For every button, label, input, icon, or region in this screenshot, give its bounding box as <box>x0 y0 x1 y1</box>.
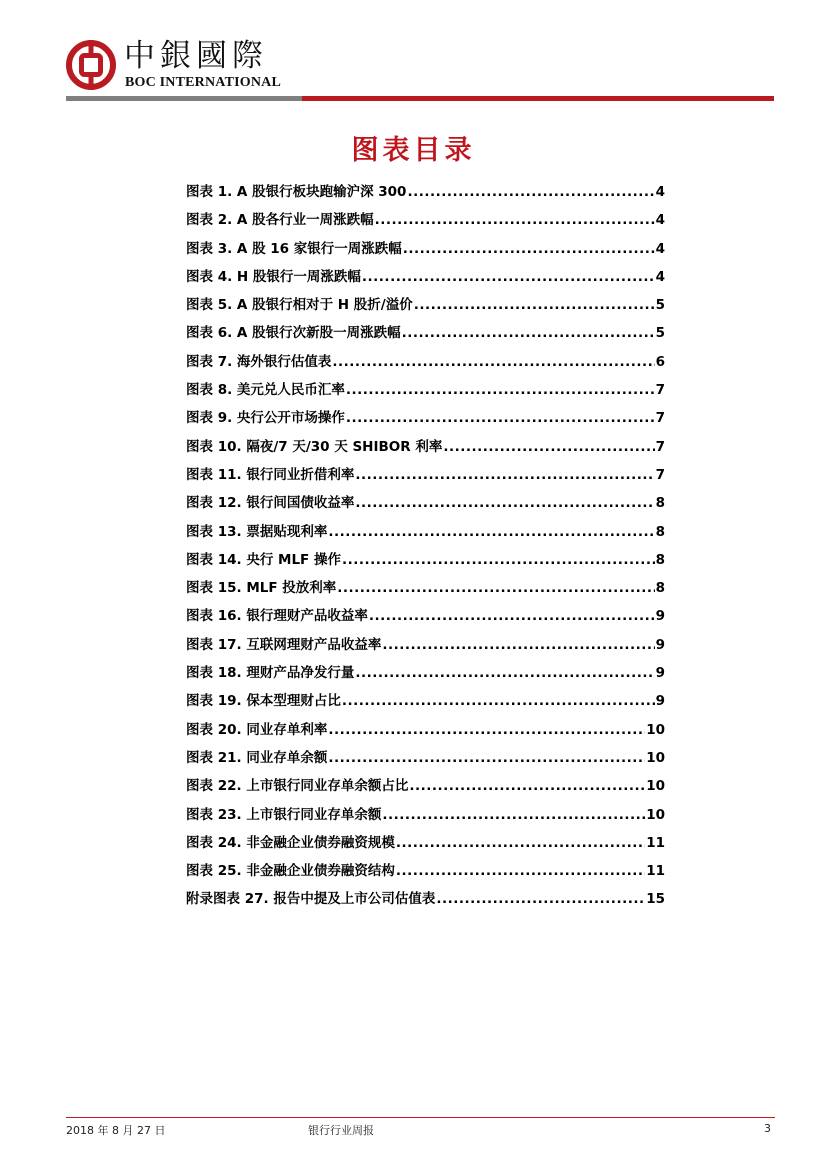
toc-leader-dots <box>436 885 645 913</box>
toc-entry-page: 8 <box>655 523 665 540</box>
boc-international-logo <box>66 38 306 94</box>
toc-entry[interactable] <box>186 404 665 432</box>
toc-entry[interactable] <box>186 659 665 687</box>
toc-leader-dots <box>362 263 655 291</box>
toc-entry-page: 4 <box>655 212 665 229</box>
toc-leader-dots <box>355 659 654 687</box>
header-grey-bar <box>66 96 302 101</box>
toc-entry-label: 图表 2. A 股各行业一周涨跌幅 <box>186 212 374 229</box>
toc-entry-label: 图表 11. 银行同业折借利率 <box>186 466 355 483</box>
toc-entry-page: 9 <box>655 693 665 710</box>
toc-entry-label: 图表 23. 上市银行同业存单余额 <box>186 806 382 823</box>
toc-entry-page: 9 <box>655 665 665 682</box>
toc-leader-dots <box>337 574 654 602</box>
toc-entry-page: 7 <box>655 410 665 427</box>
footer-date: 2018 年 8 月 27 日 <box>66 1124 166 1137</box>
logo-english-text: BOC INTERNATIONAL <box>125 75 281 90</box>
toc-leader-dots <box>328 744 645 772</box>
toc-leader-dots <box>355 461 654 489</box>
toc-entry[interactable] <box>186 801 665 829</box>
toc-entry-page: 10 <box>646 749 665 766</box>
toc-entry[interactable] <box>186 744 665 772</box>
toc-entry-label: 图表 1. A 股银行板块跑输沪深 300 <box>186 184 407 200</box>
toc-entry[interactable] <box>186 319 665 347</box>
toc-entry-label: 图表 20. 同业存单利率 <box>186 721 328 738</box>
toc-entry[interactable] <box>186 829 665 857</box>
toc-leader-dots <box>346 376 655 404</box>
toc-entry[interactable] <box>186 772 665 800</box>
toc-entry-page: 10 <box>646 778 665 795</box>
toc-entry[interactable] <box>186 291 665 319</box>
toc-leader-dots <box>403 235 655 263</box>
toc-entry-page: 7 <box>655 382 665 399</box>
toc-leader-dots <box>346 404 655 432</box>
toc-leader-dots <box>342 546 655 574</box>
toc-entry-page: 10 <box>646 806 665 823</box>
toc-entry-page: 11 <box>646 863 665 880</box>
toc-entry[interactable] <box>186 348 665 376</box>
toc-leader-dots <box>382 801 645 829</box>
toc-entry-page: 8 <box>655 495 665 512</box>
toc-entry[interactable] <box>186 489 665 517</box>
toc-entry-label: 图表 21. 同业存单余额 <box>186 749 328 766</box>
toc-leader-dots <box>396 829 645 857</box>
toc-leader-dots <box>382 631 654 659</box>
toc-entry[interactable] <box>186 857 665 885</box>
toc-entry-label: 图表 5. A 股银行相对于 H 股折/溢价 <box>186 297 413 314</box>
toc-entry-label: 图表 8. 美元兑人民币汇率 <box>186 382 345 399</box>
toc-entry[interactable] <box>186 206 665 234</box>
toc-entry-page: 10 <box>646 721 665 738</box>
footer-divider <box>66 1117 775 1118</box>
header-red-bar <box>302 96 774 101</box>
table-of-figures <box>186 178 665 914</box>
toc-leader-dots <box>409 772 645 800</box>
toc-entry-label: 图表 9. 央行公开市场操作 <box>186 410 345 427</box>
toc-entry[interactable] <box>186 687 665 715</box>
toc-entry-page: 15 <box>646 891 665 908</box>
toc-entry[interactable] <box>186 716 665 744</box>
toc-entry-page: 7 <box>655 466 665 483</box>
toc-entry-page: 5 <box>655 325 665 342</box>
toc-entry-label: 图表 19. 保本型理财占比 <box>186 693 341 710</box>
toc-entry-page: 8 <box>655 580 665 597</box>
toc-entry[interactable] <box>186 433 665 461</box>
toc-entry[interactable] <box>186 235 665 263</box>
toc-entry-label: 图表 4. H 股银行一周涨跌幅 <box>186 268 361 285</box>
toc-leader-dots <box>369 602 655 630</box>
toc-entry-page: 11 <box>646 834 665 851</box>
toc-entry-label: 图表 22. 上市银行同业存单余额占比 <box>186 778 409 795</box>
toc-entry-label: 图表 12. 银行间国债收益率 <box>186 495 355 512</box>
toc-entry[interactable] <box>186 602 665 630</box>
toc-entry-page: 6 <box>655 353 665 370</box>
toc-entry[interactable] <box>186 574 665 602</box>
toc-leader-dots <box>414 291 655 319</box>
toc-leader-dots <box>332 348 654 376</box>
toc-leader-dots <box>407 178 654 206</box>
toc-entry-label: 图表 15. MLF 投放利率 <box>186 580 337 597</box>
page-title: 图表目录 <box>351 135 476 166</box>
toc-entry[interactable] <box>186 461 665 489</box>
toc-entry[interactable] <box>186 631 665 659</box>
toc-entry-label: 图表 14. 央行 MLF 操作 <box>186 551 341 568</box>
logo-chinese-text: 中銀國際 <box>124 38 268 74</box>
footer-report-title: 银行行业周报 <box>308 1124 374 1137</box>
toc-leader-dots <box>375 206 655 234</box>
toc-leader-dots <box>443 433 654 461</box>
toc-entry-page: 4 <box>655 268 665 285</box>
toc-entry-label: 附录图表 27. 报告中提及上市公司估值表 <box>186 891 436 908</box>
toc-entry[interactable] <box>186 546 665 574</box>
toc-entry[interactable] <box>186 885 665 913</box>
toc-entry-label: 图表 17. 互联网理财产品收益率 <box>186 636 382 653</box>
toc-entry-label: 图表 25. 非金融企业债券融资结构 <box>186 863 395 880</box>
toc-entry-page: 5 <box>655 297 665 314</box>
toc-leader-dots <box>396 857 645 885</box>
toc-leader-dots <box>328 716 645 744</box>
toc-leader-dots <box>402 319 655 347</box>
toc-entry-page: 8 <box>655 551 665 568</box>
toc-leader-dots <box>328 518 654 546</box>
toc-entry-label: 图表 13. 票据贴现利率 <box>186 523 328 540</box>
toc-leader-dots <box>355 489 654 517</box>
toc-entry[interactable] <box>186 263 665 291</box>
toc-entry-label: 图表 24. 非金融企业债券融资规模 <box>186 834 395 851</box>
toc-entry[interactable] <box>186 518 665 546</box>
footer-page-number: 3 <box>764 1122 771 1135</box>
toc-entry[interactable] <box>186 376 665 404</box>
toc-entry-label: 图表 3. A 股 16 家银行一周涨跌幅 <box>186 240 402 257</box>
toc-entry-page: 9 <box>655 636 665 653</box>
toc-entry-page: 4 <box>655 184 665 200</box>
toc-entry-label: 图表 10. 隔夜/7 天/30 天 SHIBOR 利率 <box>186 438 443 455</box>
toc-entry-page: 7 <box>655 438 665 455</box>
toc-entry[interactable] <box>186 178 665 206</box>
toc-entry-label: 图表 18. 理财产品净发行量 <box>186 665 355 682</box>
toc-entry-label: 图表 16. 银行理财产品收益率 <box>186 608 368 625</box>
boc-logo-icon <box>66 40 116 90</box>
toc-entry-page: 4 <box>655 240 665 257</box>
toc-leader-dots <box>342 687 655 715</box>
toc-entry-label: 图表 6. A 股银行次新股一周涨跌幅 <box>186 325 401 342</box>
toc-entry-page: 9 <box>655 608 665 625</box>
toc-entry-label: 图表 7. 海外银行估值表 <box>186 353 332 370</box>
